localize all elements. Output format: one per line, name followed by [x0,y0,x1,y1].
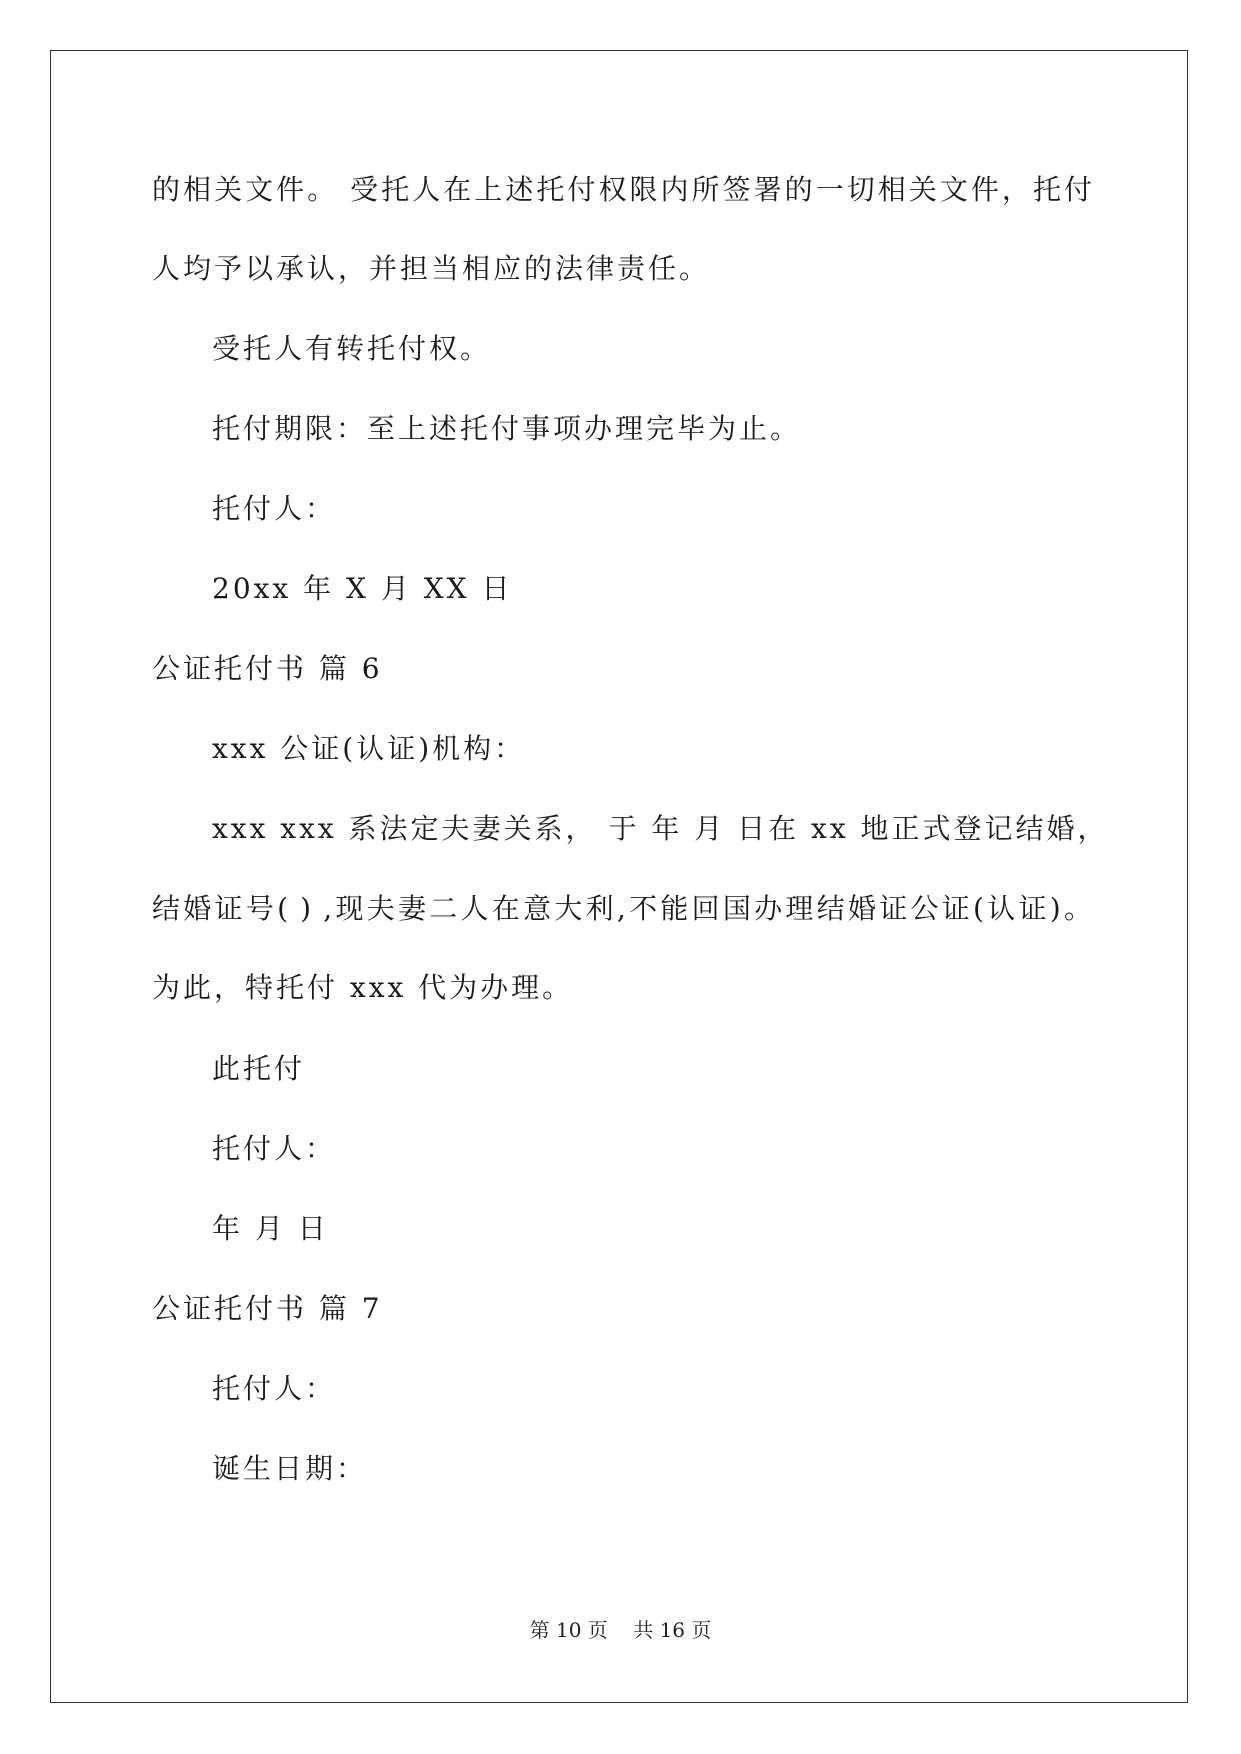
paragraph-line: 诞生日期： [212,1452,368,1485]
addressee-line: xxx 公证(认证)机构： [212,732,526,765]
paragraph-line: 托付人： [212,492,337,525]
paragraph-line: 受托人有转托付权。 [212,332,492,365]
paragraph-line: 为此，特托付 xxx 代为办理。 [152,971,574,1004]
page-total: 共 16 页 [633,1618,712,1642]
paragraph-line: 的相关文件。 受托人在上述托付权限内所签署的一切相关文件，托付 [152,173,1092,206]
paragraph-line: 人均予以承认，并担当相应的法律责任。 [152,252,711,285]
page-footer [0,1616,1241,1644]
date-line: 年 月 日 [212,1212,329,1245]
page-number: 第 10 页 [529,1618,608,1642]
paragraph-line: 托付人： [212,1132,337,1165]
paragraph-line: xxx xxx 系法定夫妻关系， 于 年 月 日在 xx 地正式登记结婚， [212,812,1109,845]
section-heading: 公证托付书 篇 7 [152,1292,383,1325]
paragraph-line: 托付期限：至上述托付事项办理完毕为止。 [212,412,802,445]
date-line: 20xx 年 X 月 XX 日 [212,572,513,605]
paragraph-line: 托付人： [212,1372,337,1405]
paragraph-line: 结婚证号( ) ,现夫妻二人在意大利,不能回国办理结婚证公证(认证)。 [152,892,1092,925]
section-heading: 公证托付书 篇 6 [152,652,383,685]
paragraph-line: 此托付 [212,1052,306,1085]
